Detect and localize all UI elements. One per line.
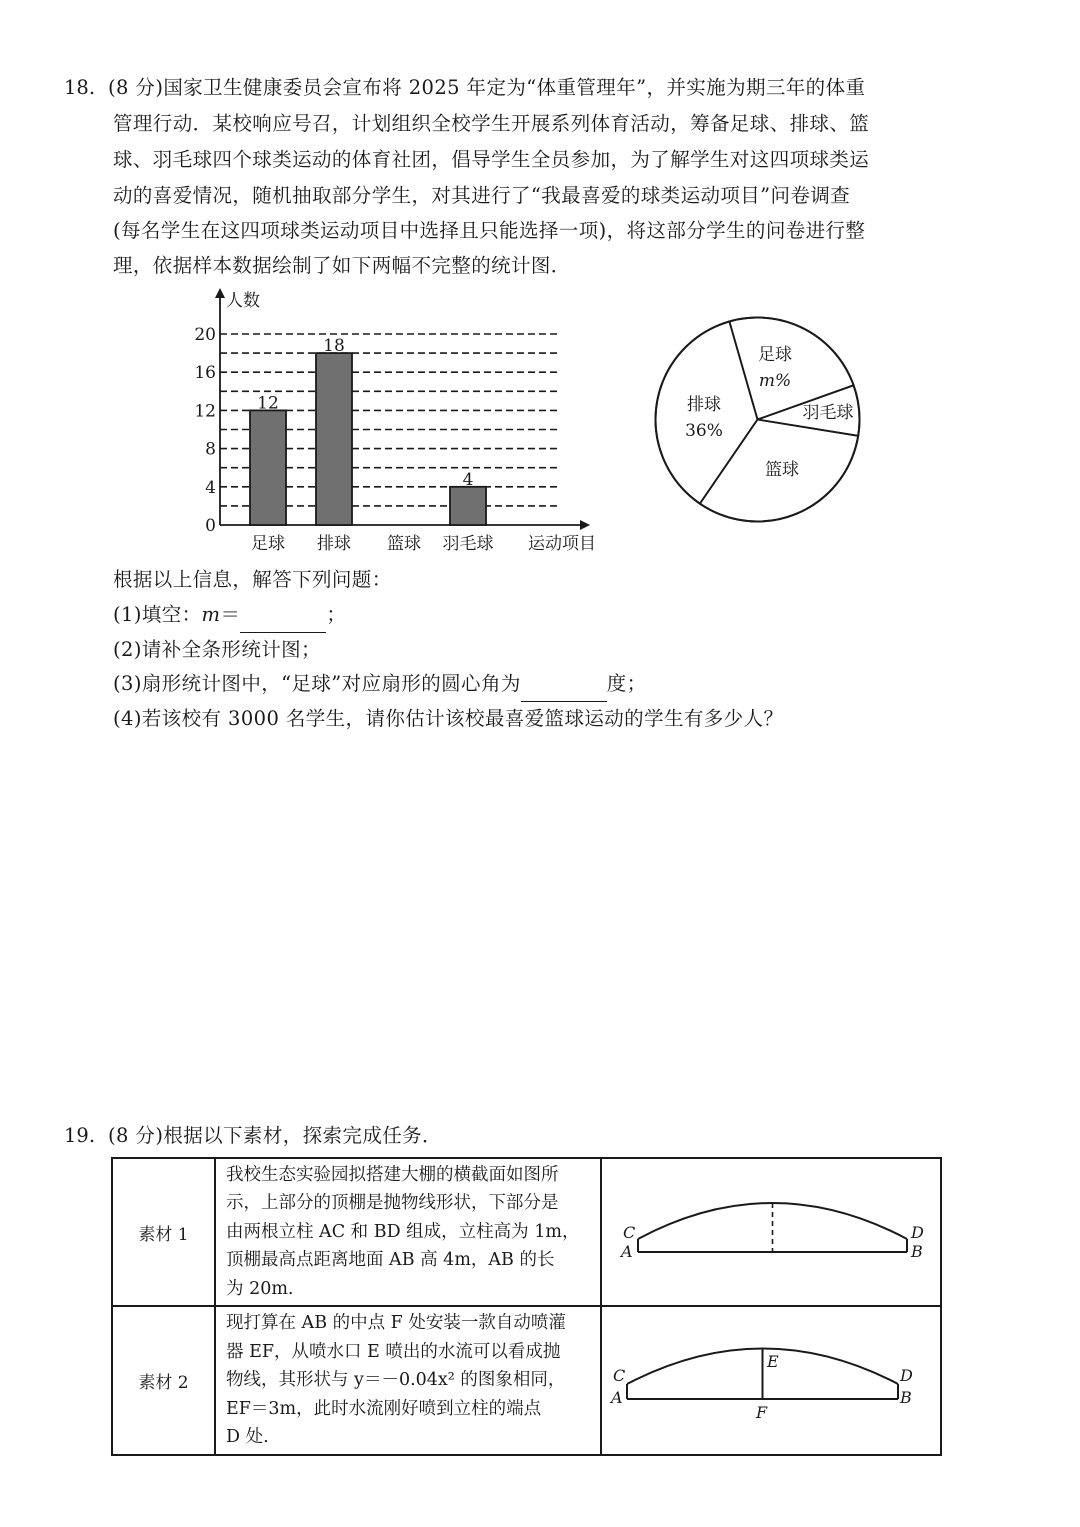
bar-value-label: 18: [323, 336, 345, 357]
pie-slice-label: 篮球: [765, 460, 799, 480]
pie-slice-value: 36%: [685, 421, 723, 441]
bar-value-label: 4: [462, 469, 474, 490]
pie-slice-label: 羽毛球: [802, 403, 854, 423]
point-E-label: E: [767, 1352, 779, 1371]
point-A-label: A: [611, 1388, 623, 1407]
material-row-1: [112, 1158, 941, 1306]
q18-line-1: (8 分)国家卫生健康委员会宣布将 2025 年定为“体重管理年”，并实施为期三年的体重: [108, 76, 866, 99]
bar: [316, 353, 352, 525]
point-C-label: C: [623, 1223, 636, 1242]
answer-blank-m[interactable]: [240, 610, 326, 633]
m1-line-5: 为 20m.: [226, 1278, 294, 1299]
x-tick-label: 篮球: [387, 534, 421, 554]
q18-intro: 根据以上信息，解答下列问题：: [113, 568, 392, 591]
point-D-label: D: [900, 1366, 913, 1385]
x-tick-label: 排球: [317, 534, 351, 554]
q18-sub2: (2)请补全条形统计图；: [113, 638, 321, 661]
q18-line-2: 管理行动．某校响应号召，计划组织全校学生开展系列体育活动，筹备足球、排球、篮: [113, 112, 870, 135]
q18-number: 18.: [64, 76, 96, 99]
pie-slice-label: 足球: [758, 345, 792, 365]
y-tick-label: 4: [205, 477, 216, 498]
q18-line-6: 理，依据样本数据绘制了如下两幅不完整的统计图．: [113, 254, 571, 277]
m1-line-1: 我校生态实验园拟搭建大棚的横截面如图所: [226, 1164, 559, 1185]
bar: [450, 487, 486, 525]
q18-sub1-eq: ＝: [220, 603, 241, 626]
m1-line-2: 示，上部分的顶棚是抛物线形状，下部分是: [226, 1193, 559, 1214]
q18-sub1: [113, 597, 346, 633]
q19-title: (8 分)根据以下素材，探索完成任务．: [108, 1124, 442, 1147]
x-axis-arrow: [580, 520, 590, 530]
y-tick-label: 12: [194, 401, 216, 422]
pie-slice-value: m%: [758, 371, 792, 391]
m1-line-4: 顶棚最高点距离地面 AB 高 4m，AB 的长: [226, 1250, 555, 1271]
x-tick-label: 足球: [251, 534, 285, 554]
q18-line-5: (每名学生在这四项球类运动项目中选择且只能选择一项)，将这部分学生的问卷进行整: [113, 219, 866, 242]
m2-line-4: EF＝3m，此时水流刚好喷到立柱的端点: [226, 1398, 542, 1419]
material-row-2: [112, 1306, 941, 1455]
x-tick-label: 羽毛球: [442, 534, 494, 554]
point-A-label: A: [621, 1242, 633, 1261]
q18-line-4: 动的喜爱情况，随机抽取部分学生，对其进行了“我最喜爱的球类运动项目”问卷调查: [113, 184, 851, 207]
material-2-label: 素材 2: [112, 1306, 215, 1455]
q18-sub4: (4)若该校有 3000 名学生，请你估计该校最喜爱篮球运动的学生有多少人？: [113, 707, 784, 730]
y-tick-label: 16: [194, 363, 216, 384]
q18-sub3-text: (3)扇形统计图中，“足球”对应扇形的圆心角为: [113, 672, 521, 695]
material-2-text: [215, 1306, 601, 1455]
y-tick-label: 20: [194, 325, 216, 345]
material-2-figure: [601, 1306, 941, 1455]
y-tick-label: 0: [205, 516, 216, 536]
q19-number: 19.: [64, 1124, 96, 1147]
m2-line-5: D 处.: [226, 1427, 269, 1448]
material-1-text: [215, 1158, 601, 1306]
point-C-label: C: [613, 1366, 626, 1385]
m2-line-1: 现打算在 AB 的中点 F 处安装一款自动喷灌: [226, 1313, 566, 1334]
bar: [250, 410, 286, 525]
material-1-label: 素材 1: [112, 1158, 215, 1306]
point-D-label: D: [911, 1223, 924, 1242]
m1-line-3: 由两根立柱 AC 和 BD 组成，立柱高为 1m，: [226, 1221, 580, 1242]
material-1-figure: [601, 1158, 941, 1306]
q18-sub1-var: m: [201, 603, 221, 626]
point-F-label: F: [756, 1403, 768, 1422]
m2-line-3: 物线，其形状与 y＝－0.04x² 的图象相同，: [226, 1370, 566, 1391]
m2-line-2: 器 EF，从喷水口 E 喷出的水流可以看成抛: [226, 1341, 561, 1362]
y-tick-label: 8: [205, 439, 216, 460]
q18-sub1-text: (1)填空：: [113, 603, 202, 626]
q18-sub1-end: ；: [326, 603, 347, 626]
bar-chart: [180, 282, 620, 562]
pie-chart: [650, 312, 865, 527]
q18-line-3: 球、羽毛球四个球类运动的体育社团，倡导学生全员参加，为了解学生对这四项球类运: [113, 148, 870, 171]
pie-slice-label: 排球: [687, 395, 721, 415]
answer-blank-angle[interactable]: [521, 679, 607, 702]
y-axis-title: 人数: [226, 291, 260, 311]
q18-sub3-end: 度；: [606, 672, 647, 695]
y-axis-arrow: [215, 288, 225, 298]
greenhouse-diagram-1: [602, 1159, 940, 1301]
q18-sub3: [113, 666, 647, 702]
greenhouse-diagram-2: [602, 1307, 940, 1450]
x-axis-title: 运动项目: [528, 534, 596, 554]
point-B-label: B: [900, 1388, 912, 1407]
bar-value-label: 12: [257, 393, 279, 414]
point-B-label: B: [911, 1242, 923, 1261]
materials-table: [111, 1157, 942, 1456]
